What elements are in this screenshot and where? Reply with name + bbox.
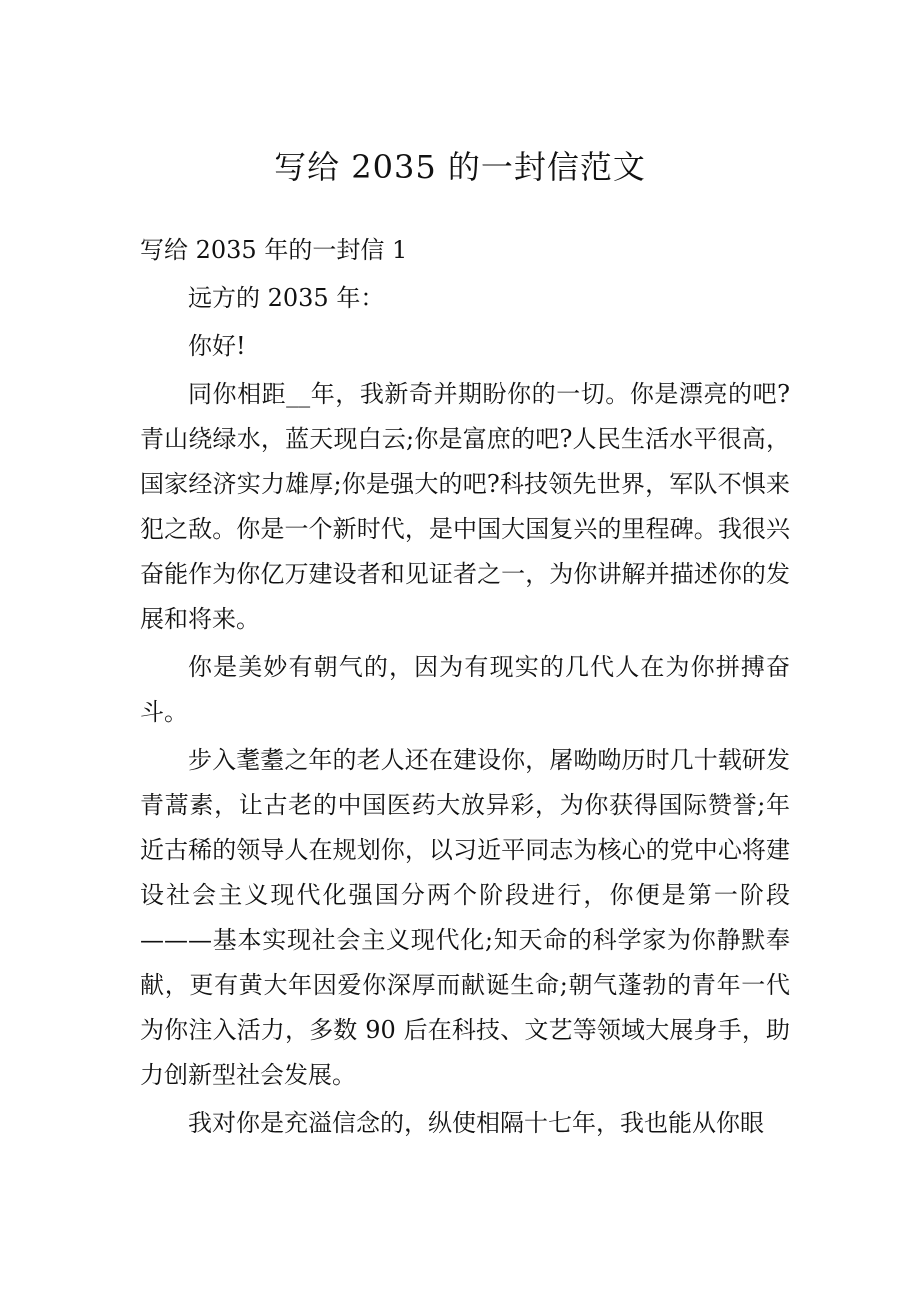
greeting: 你好!	[188, 332, 246, 360]
paragraph: 步入耄耋之年的老人还在建设你，屠呦呦历时几十载研发青蒿素，让古老的中国医药大放异彩，为你获得国际赞誉;年近古稀的领导人在规划你，以习近平同志为核心的党中心将建设社会主义现代化强国分两个阶段进行，你便是第一阶段———基本实现社会主义现代化;知天命的科学家为你静默奉献，更有黄大年因爱你深厚而献诞生命;朝气蓬勃的青年一代为你注入活力，多数 90 后在科技、文艺等领域大展身手，助力创新型社会发展。	[140, 746, 790, 1089]
section-heading: 写给 2035 年的一封信 1	[140, 236, 408, 264]
salutation: 远方的 2035 年：	[188, 284, 385, 312]
document-title: 写给 2035 的一封信范文	[274, 148, 646, 186]
paragraph: 我对你是充溢信念的，纵使相隔十七年，我也能从你眼	[188, 1109, 764, 1137]
document-body	[140, 228, 790, 1146]
paragraph: 同你相距__年，我新奇并期盼你的一切。你是漂亮的吧?青山绕绿水，蓝天现白云;你是富庶的吧?人民生活水平很高，国家经济实力雄厚;你是强大的吧?科技领先世界，军队不惧来犯之敌。你是一个新时代，是中国大国复兴的里程碑。我很兴奋能作为你亿万建设者和见证者之一，为你讲解并描述你的发展和将来。	[140, 380, 790, 633]
paragraph: 你是美妙有朝气的，因为有现实的几代人在为你拼搏奋斗。	[140, 653, 790, 726]
